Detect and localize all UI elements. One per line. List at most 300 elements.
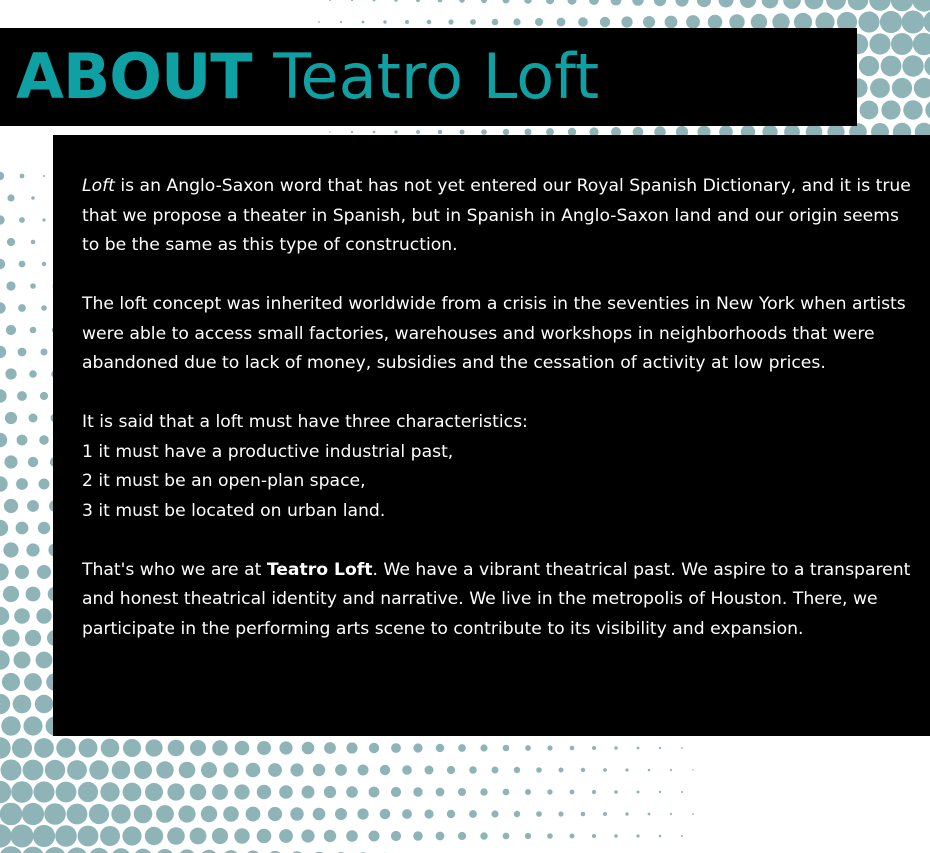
halftone-dot bbox=[924, 55, 930, 76]
halftone-dot bbox=[67, 760, 87, 780]
halftone-dot bbox=[848, 0, 869, 10]
halftone-dot bbox=[23, 760, 44, 781]
halftone-dot bbox=[43, 175, 45, 177]
halftone-dot bbox=[740, 0, 756, 8]
halftone-dot bbox=[279, 741, 292, 754]
halftone-dot bbox=[29, 414, 38, 423]
halftone-dot bbox=[402, 765, 412, 775]
halftone-dot bbox=[89, 760, 108, 779]
halftone-dot bbox=[438, 130, 442, 134]
halftone-dot bbox=[279, 785, 293, 799]
halftone-dot bbox=[925, 100, 930, 119]
halftone-dot bbox=[413, 743, 422, 752]
halftone-dot bbox=[26, 587, 41, 602]
halftone-dot bbox=[301, 829, 314, 842]
halftone-dot bbox=[134, 849, 153, 853]
halftone-dot bbox=[12, 738, 32, 758]
halftone-dot bbox=[100, 826, 120, 846]
halftone-dot bbox=[458, 832, 466, 840]
halftone-dot bbox=[39, 435, 49, 445]
halftone-dot bbox=[670, 813, 672, 815]
halftone-dot bbox=[346, 830, 358, 842]
halftone-dot bbox=[329, 0, 331, 1]
halftone-dot bbox=[324, 742, 336, 754]
halftone-dot bbox=[447, 810, 455, 818]
halftone-dot bbox=[36, 608, 51, 623]
halftone-dot bbox=[37, 565, 51, 579]
halftone-dot bbox=[18, 348, 27, 357]
halftone-dot bbox=[79, 739, 98, 758]
halftone-dot bbox=[33, 825, 55, 847]
halftone-dot bbox=[692, 769, 694, 771]
halftone-dot bbox=[0, 694, 10, 714]
halftone-dot bbox=[547, 745, 552, 750]
halftone-dot bbox=[681, 835, 683, 837]
halftone-dot bbox=[0, 302, 6, 313]
title-about: ABOUT bbox=[16, 40, 252, 113]
halftone-dot bbox=[391, 743, 401, 753]
halftone-dot bbox=[17, 435, 28, 446]
halftone-dot bbox=[413, 787, 422, 796]
halftone-dot bbox=[56, 738, 75, 757]
halftone-dot bbox=[78, 782, 98, 802]
halftone-dot bbox=[514, 811, 520, 817]
halftone-dot bbox=[592, 790, 596, 794]
halftone-dot bbox=[30, 327, 37, 334]
halftone-dot bbox=[600, 17, 610, 27]
halftone-dot bbox=[0, 215, 5, 224]
halftone-dot bbox=[391, 831, 401, 841]
halftone-dot bbox=[30, 283, 36, 289]
halftone-dot bbox=[15, 565, 29, 579]
halftone-dot bbox=[614, 746, 617, 749]
halftone-dot bbox=[859, 56, 879, 76]
halftone-dot bbox=[0, 846, 23, 853]
halftone-dot bbox=[38, 522, 50, 534]
halftone-dot bbox=[525, 833, 531, 839]
halftone-dot bbox=[313, 808, 326, 821]
halftone-dot bbox=[329, 131, 331, 133]
halftone-dot bbox=[357, 808, 368, 819]
halftone-dot bbox=[448, 19, 453, 24]
halftone-dot bbox=[826, 0, 846, 10]
halftone-dot bbox=[41, 349, 48, 356]
halftone-dot bbox=[78, 826, 99, 847]
about-text-panel bbox=[53, 135, 930, 736]
halftone-dot bbox=[480, 744, 487, 751]
halftone-dot bbox=[491, 810, 498, 817]
halftone-dot bbox=[436, 788, 445, 797]
halftone-dot bbox=[470, 19, 476, 25]
halftone-dot bbox=[546, 0, 554, 4]
halftone-dot bbox=[6, 281, 15, 290]
halftone-dot bbox=[35, 695, 53, 713]
halftone-dot bbox=[603, 812, 607, 816]
halftone-dot bbox=[29, 370, 37, 378]
characteristics-intro: It is said that a loft must have three characteristics: bbox=[82, 412, 528, 432]
halftone-dot bbox=[335, 764, 347, 776]
halftone-dot bbox=[686, 15, 700, 29]
halftone-dot bbox=[416, 0, 420, 2]
halftone-dot bbox=[614, 790, 618, 794]
halftone-dot bbox=[632, 0, 644, 6]
halftone-dot bbox=[0, 563, 9, 580]
halftone-dot bbox=[279, 829, 293, 843]
halftone-dot bbox=[525, 789, 531, 795]
halftone-dot bbox=[525, 745, 531, 751]
halftone-dot bbox=[458, 744, 466, 752]
halftone-dot bbox=[659, 747, 661, 749]
halftone-dot bbox=[257, 741, 271, 755]
title-teatro-loft: Teatro Loft bbox=[273, 40, 600, 113]
halftone-dot bbox=[881, 100, 900, 119]
halftone-dot bbox=[27, 500, 39, 512]
halftone-dot bbox=[156, 849, 174, 853]
halftone-dot bbox=[313, 764, 325, 776]
halftone-dot bbox=[416, 130, 420, 134]
halftone-dot bbox=[7, 194, 14, 201]
halftone-dot bbox=[0, 172, 4, 180]
halftone-dot bbox=[492, 19, 499, 26]
halftone-dot bbox=[19, 217, 25, 223]
halftone-dot bbox=[33, 781, 54, 802]
halftone-dot bbox=[22, 803, 44, 825]
halftone-dot bbox=[212, 784, 228, 800]
halftone-dot bbox=[0, 389, 7, 402]
halftone-dot bbox=[335, 808, 347, 820]
halftone-dot bbox=[31, 196, 35, 200]
halftone-dot bbox=[2, 629, 19, 646]
halftone-dot bbox=[762, 0, 779, 8]
paragraph-who-we-are bbox=[82, 556, 912, 645]
loft-italic-word: Loft bbox=[82, 176, 115, 196]
halftone-dot bbox=[42, 262, 46, 266]
halftone-dot bbox=[134, 761, 152, 779]
halftone-dot bbox=[536, 767, 542, 773]
halftone-dot bbox=[31, 240, 36, 245]
halftone-dot bbox=[536, 811, 542, 817]
paragraph-loft-concept: The loft concept was inherited worldwide from a crisis in the seventies in New York when artists were able to access small factories, warehouses and workshops in neighborhoods that were abandoned due to lack of money, subsidies and the cessation of activity at low prices. bbox=[82, 294, 906, 373]
halftone-dot bbox=[648, 769, 651, 772]
halftone-dot bbox=[3, 542, 18, 557]
halftone-dot bbox=[123, 783, 142, 802]
halftone-dot bbox=[234, 784, 249, 799]
halftone-dot bbox=[302, 742, 315, 755]
halftone-dot bbox=[503, 745, 510, 752]
paragraph-loft-word-text: is an Anglo-Saxon word that has not yet entered our Royal Spanish Dictionary, and it is true that we propose a theater in Spanish, but in Spanish in Anglo-Saxon land and our origin seems to be the same as this type of construction. bbox=[82, 176, 911, 255]
halftone-dot bbox=[358, 765, 369, 776]
halftone-dot bbox=[592, 746, 596, 750]
halftone-dot bbox=[881, 56, 902, 77]
page-title bbox=[16, 40, 599, 114]
halftone-dot bbox=[179, 762, 196, 779]
halftone-dot bbox=[373, 131, 376, 134]
halftone-dot bbox=[413, 831, 423, 841]
halftone-dot bbox=[1, 716, 20, 735]
halftone-dot bbox=[460, 130, 465, 135]
halftone-dot bbox=[324, 830, 336, 842]
halftone-dot bbox=[123, 739, 141, 757]
halftone-dot bbox=[903, 100, 922, 119]
halftone-dot bbox=[156, 805, 174, 823]
halftone-dot bbox=[369, 743, 379, 753]
halftone-dot bbox=[4, 455, 17, 468]
halftone-dot bbox=[324, 786, 336, 798]
halftone-dot bbox=[614, 834, 618, 838]
halftone-dot bbox=[18, 304, 26, 312]
halftone-dot bbox=[914, 78, 930, 98]
halftone-dot bbox=[648, 813, 651, 816]
halftone-dot bbox=[913, 33, 930, 55]
halftone-dot bbox=[28, 457, 38, 467]
halftone-dot bbox=[45, 760, 65, 780]
halftone-dot bbox=[112, 761, 131, 780]
halftone-dot bbox=[547, 789, 552, 794]
halftone-dot bbox=[134, 805, 153, 824]
halftone-dot bbox=[805, 0, 824, 9]
halftone-dot bbox=[425, 766, 434, 775]
halftone-dot bbox=[637, 791, 640, 794]
halftone-dot bbox=[40, 392, 48, 400]
halftone-dot bbox=[869, 33, 890, 54]
halftone-dot bbox=[547, 833, 553, 839]
halftone-dot bbox=[34, 738, 54, 758]
halftone-dot bbox=[11, 781, 33, 803]
halftone-dot bbox=[891, 33, 913, 55]
halftone-dot bbox=[670, 769, 672, 771]
halftone-dot bbox=[581, 768, 585, 772]
halftone-dot bbox=[302, 786, 315, 799]
halftone-dot bbox=[25, 630, 41, 646]
halftone-dot bbox=[190, 828, 207, 845]
characteristic-item: 1 it must have a productive industrial past, bbox=[82, 441, 454, 462]
halftone-dot bbox=[362, 21, 365, 24]
halftone-dot bbox=[558, 811, 563, 816]
halftone-dot bbox=[55, 825, 77, 847]
halftone-dot bbox=[66, 847, 87, 853]
halftone-dot bbox=[524, 0, 532, 4]
halftone-dot bbox=[559, 768, 564, 773]
halftone-dot bbox=[892, 78, 912, 98]
halftone-dot bbox=[438, 0, 443, 2]
halftone-dot bbox=[268, 807, 282, 821]
halftone-dot bbox=[223, 762, 238, 777]
halftone-dot bbox=[402, 809, 412, 819]
halftone-dot bbox=[869, 0, 891, 11]
halftone-dot bbox=[427, 20, 432, 25]
halftone-dot bbox=[557, 18, 566, 27]
halftone-dot bbox=[380, 809, 391, 820]
halftone-dot bbox=[318, 21, 320, 23]
halftone-dot bbox=[0, 520, 8, 536]
halftone-dot bbox=[469, 766, 477, 774]
halftone-dot bbox=[480, 832, 487, 839]
halftone-dot bbox=[0, 433, 7, 447]
halftone-dot bbox=[190, 784, 207, 801]
halftone-dot bbox=[783, 0, 801, 9]
halftone-dot bbox=[659, 835, 662, 838]
halftone-dot bbox=[394, 0, 398, 2]
halftone-dot bbox=[636, 834, 639, 837]
halftone-dot bbox=[923, 10, 930, 33]
halftone-dot bbox=[0, 824, 12, 847]
halftone-dot bbox=[4, 499, 18, 513]
halftone-dot bbox=[675, 0, 688, 7]
halftone-dot bbox=[67, 804, 88, 825]
halftone-dot bbox=[581, 812, 586, 817]
halftone-dot bbox=[23, 716, 42, 735]
halftone-dot bbox=[405, 20, 409, 24]
halftone-dot bbox=[190, 740, 206, 756]
halftone-dot bbox=[111, 848, 131, 853]
halftone-dot bbox=[570, 834, 575, 839]
halftone-dot bbox=[0, 803, 22, 826]
halftone-dot bbox=[201, 762, 217, 778]
halftone-dot bbox=[424, 809, 433, 818]
halftone-dot bbox=[351, 0, 353, 1]
halftone-dot bbox=[514, 767, 520, 773]
halftone-dot bbox=[168, 740, 185, 757]
halftone-dot bbox=[340, 21, 342, 23]
about-text bbox=[82, 172, 912, 644]
halftone-dot bbox=[178, 849, 195, 853]
halftone-dot bbox=[24, 673, 42, 691]
halftone-dot bbox=[111, 804, 130, 823]
halftone-dot bbox=[912, 0, 930, 12]
halftone-dot bbox=[56, 782, 77, 803]
halftone-dot bbox=[870, 78, 890, 98]
paragraph-characteristics bbox=[82, 408, 912, 526]
halftone-dot bbox=[5, 412, 17, 424]
halftone-dot bbox=[20, 174, 25, 179]
halftone-dot bbox=[246, 763, 261, 778]
halftone-dot bbox=[0, 607, 9, 625]
halftone-dot bbox=[719, 0, 734, 8]
halftone-dot bbox=[567, 0, 576, 5]
halftone-dot bbox=[101, 739, 120, 758]
halftone-dot bbox=[394, 130, 397, 133]
halftone-dot bbox=[44, 847, 66, 853]
halftone-dot bbox=[902, 11, 925, 34]
halftone-dot bbox=[373, 0, 376, 2]
halftone-dot bbox=[570, 746, 575, 751]
halftone-dot bbox=[290, 763, 303, 776]
halftone-dot bbox=[26, 543, 39, 556]
halftone-dot bbox=[246, 807, 261, 822]
halftone-dot bbox=[383, 20, 386, 23]
halftone-dot bbox=[145, 783, 163, 801]
who-we-are-start: That's who we are at bbox=[82, 559, 267, 580]
halftone-dot bbox=[22, 847, 45, 853]
halftone-dot bbox=[145, 739, 162, 756]
halftone-dot bbox=[16, 478, 28, 490]
halftone-dot bbox=[436, 744, 444, 752]
halftone-dot bbox=[212, 740, 227, 755]
halftone-dot bbox=[223, 806, 239, 822]
halftone-dot bbox=[0, 476, 8, 491]
characteristic-item: 3 it must be located on urban land. bbox=[82, 500, 386, 521]
halftone-dot bbox=[603, 768, 607, 772]
halftone-dot bbox=[480, 788, 487, 795]
halftone-dot bbox=[880, 11, 902, 33]
halftone-dot bbox=[692, 813, 694, 815]
halftone-dot bbox=[16, 522, 29, 535]
halftone-dot bbox=[391, 787, 401, 797]
halftone-dot bbox=[290, 807, 303, 820]
halftone-dot bbox=[380, 765, 390, 775]
halftone-dot bbox=[369, 787, 380, 798]
halftone-dot bbox=[13, 695, 32, 714]
teatro-loft-bold: Teatro Loft bbox=[266, 559, 373, 580]
halftone-dot bbox=[369, 831, 380, 842]
halftone-dot bbox=[11, 825, 34, 848]
halftone-dot bbox=[212, 828, 228, 844]
halftone-dot bbox=[681, 747, 683, 749]
halftone-dot bbox=[122, 826, 141, 845]
halftone-dot bbox=[570, 790, 575, 795]
halftone-dot bbox=[19, 261, 26, 268]
halftone-dot bbox=[234, 828, 249, 843]
halftone-dot bbox=[201, 806, 217, 822]
halftone-dot bbox=[268, 763, 282, 777]
halftone-dot bbox=[167, 783, 184, 800]
halftone-dot bbox=[654, 0, 666, 6]
characteristic-item: 2 it must be an open-plan space, bbox=[82, 471, 366, 491]
halftone-dot bbox=[492, 767, 499, 774]
halftone-dot bbox=[447, 766, 455, 774]
halftone-dot bbox=[41, 305, 47, 311]
halftone-dot bbox=[0, 259, 5, 269]
halftone-dot bbox=[858, 11, 879, 32]
halftone-dot bbox=[592, 834, 596, 838]
halftone-dot bbox=[436, 832, 445, 841]
halftone-dot bbox=[257, 785, 271, 799]
who-we-are-rest: . We have a vibrant theatrical past. We aspire to a transparent and honest theatrical identity and narrative. We live in the metropolis of Houston. There, we participate in the performing arts scene to contribute to its visibility and expansion. bbox=[82, 559, 911, 639]
halftone-dot bbox=[469, 810, 477, 818]
halftone-dot bbox=[346, 742, 357, 753]
halftone-dot bbox=[0, 781, 11, 803]
halftone-dot bbox=[100, 782, 119, 801]
halftone-dot bbox=[3, 586, 19, 602]
halftone-dot bbox=[578, 17, 588, 27]
halftone-dot bbox=[14, 608, 30, 624]
halftone-dot bbox=[503, 0, 510, 4]
halftone-dot bbox=[535, 18, 543, 26]
halftone-dot bbox=[459, 0, 465, 3]
halftone-dot bbox=[2, 673, 20, 691]
halftone-dot bbox=[860, 101, 879, 120]
halftone-dot bbox=[0, 737, 11, 758]
halftone-dot bbox=[891, 0, 914, 11]
halftone-dot bbox=[6, 325, 16, 335]
halftone-dot bbox=[351, 131, 353, 133]
halftone-dot bbox=[257, 829, 272, 844]
halftone-dot bbox=[14, 652, 31, 669]
halftone-dot bbox=[39, 479, 50, 490]
halftone-dot bbox=[621, 16, 632, 27]
halftone-dot bbox=[503, 789, 510, 796]
title-banner bbox=[0, 28, 857, 126]
halftone-dot bbox=[7, 238, 15, 246]
halftone-dot bbox=[89, 804, 109, 824]
halftone-dot bbox=[178, 805, 195, 822]
halftone-dot bbox=[902, 55, 923, 76]
halftone-dot bbox=[36, 652, 53, 669]
halftone-dot bbox=[611, 0, 622, 5]
halftone-dot bbox=[17, 391, 27, 401]
halftone-dot bbox=[681, 791, 683, 793]
halftone-dot bbox=[481, 129, 487, 135]
